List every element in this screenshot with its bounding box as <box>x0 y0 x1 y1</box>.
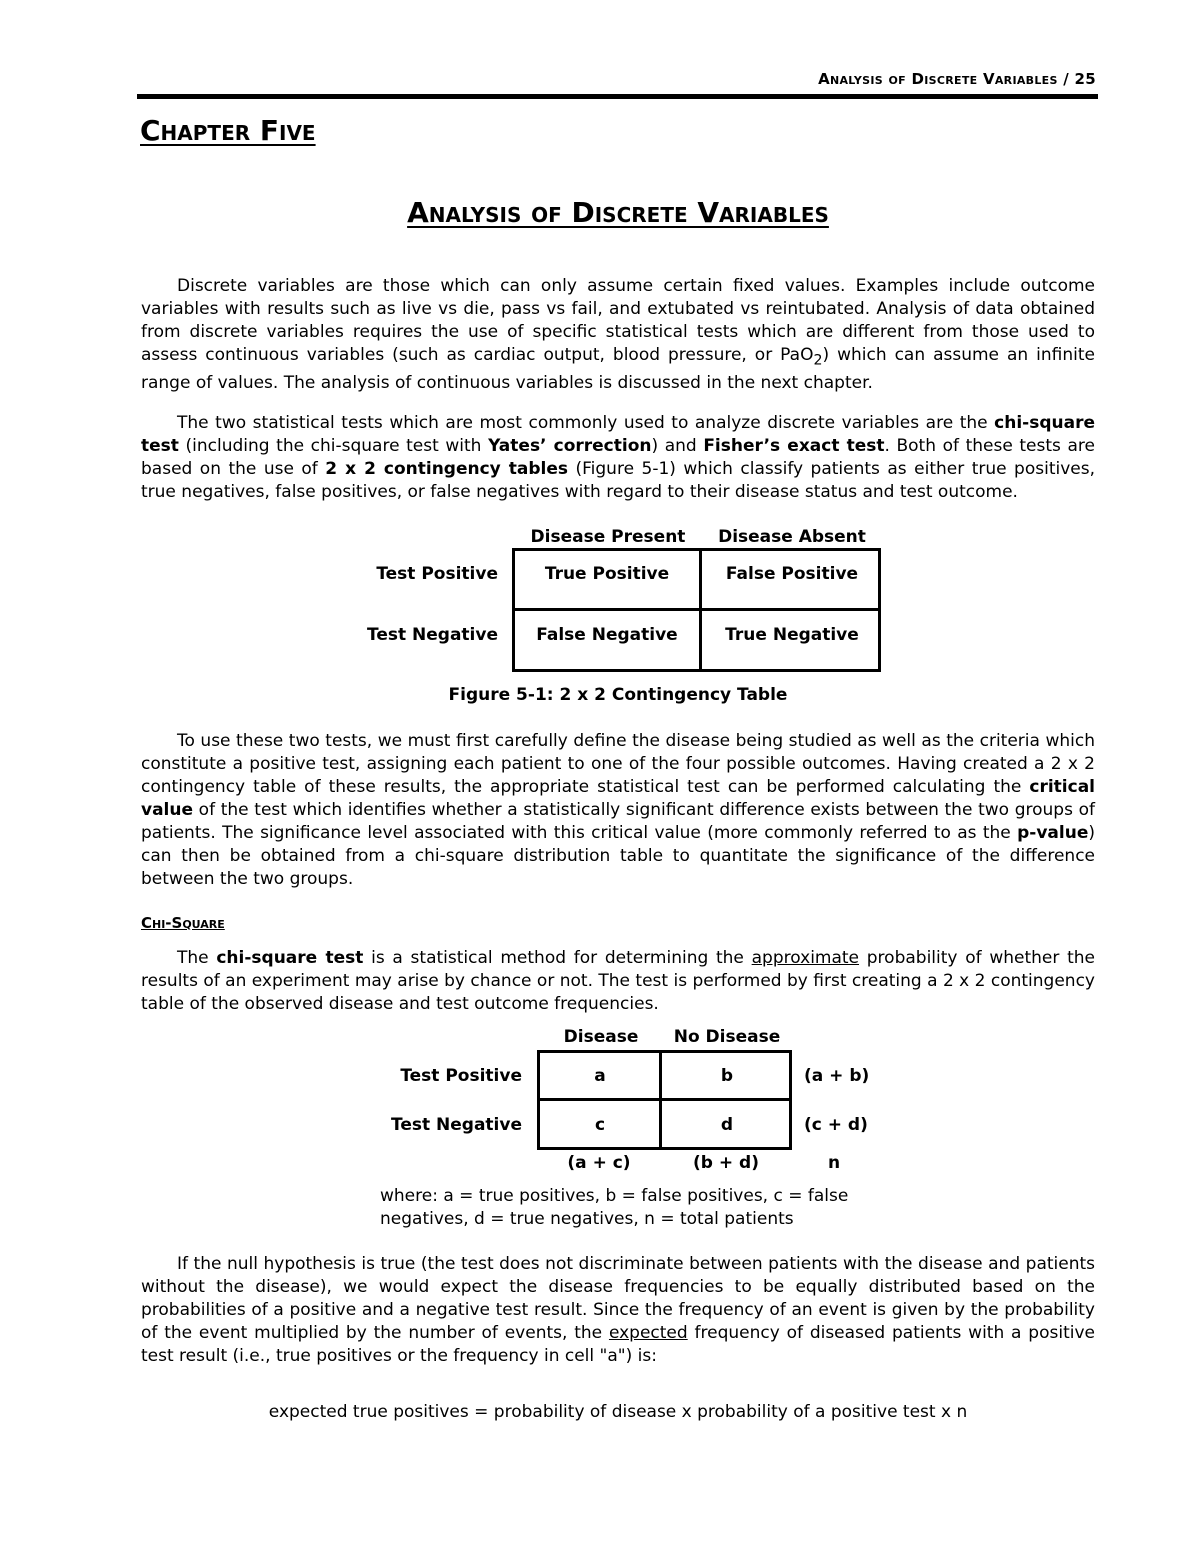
row-header-test-negative: Test Negative <box>367 625 498 645</box>
expected-frequency-formula: expected true positives = probability of disease x probability of a positive test x n <box>268 1402 968 1422</box>
intro-paragraph-2 <box>141 412 1095 504</box>
term-contingency: 2 x 2 contingency tables <box>325 459 569 479</box>
text-run: ) which can assume an infinite range of values. The analysis of continuous variables is discussed in the next chapter. <box>141 345 1095 394</box>
text-run: probability of whether the results of an experiment may arise by chance or not. The test is performed by first creating a 2 x 2 contingency table of the observed disease and test outcome frequencies. <box>141 948 1095 1014</box>
row-total-negative: (c + d) <box>804 1115 868 1135</box>
intro-paragraph-1 <box>141 275 1095 395</box>
text-run: If the null hypothesis is true (the test does not discriminate between patients with the disease and patients without the disease), we would expect the disease frequencies to be equally distributed based on the probabilities of a positive and a negative test result. Since the frequency of an event is given by the probability of the event multiplied by the number of events, the <box>141 1254 1095 1343</box>
column-total-no-disease: (b + d) <box>693 1153 759 1173</box>
text-run: (including the chi-square test with <box>178 436 489 456</box>
column-header-no-disease: No Disease <box>673 1027 781 1047</box>
text-run: is a statistical method for determining the <box>363 948 752 968</box>
usage-paragraph <box>141 730 1095 891</box>
text-run: The <box>177 948 217 968</box>
term-yates: Yates’ correction <box>488 436 652 456</box>
header-rule <box>137 94 1098 99</box>
cell-false-negative: False Negative <box>536 625 678 645</box>
subscript: 2 <box>813 352 823 369</box>
text-run: . Both of these tests are based on the use of <box>141 436 1095 479</box>
cell-false-positive: False Positive <box>725 564 859 584</box>
term-fisher: Fisher’s exact test <box>703 436 885 456</box>
term-critical-value: critical value <box>141 777 1095 820</box>
text-run: frequency of diseased patients with a positive test result (i.e., true positives or the frequency in cell "a") is: <box>141 1323 1095 1366</box>
running-header: Analysis of Discrete Variables / 25 <box>818 70 1096 88</box>
text-run: ) can then be obtained from a chi-square distribution table to quantitate the significance of the difference between the two groups. <box>141 823 1095 889</box>
cell-b: b <box>720 1066 734 1086</box>
term-chi-square-test: chi-square test <box>216 948 364 968</box>
chi-square-paragraph <box>141 947 1095 1016</box>
null-hypothesis-paragraph <box>141 1253 1095 1368</box>
column-header-disease-absent: Disease Absent <box>718 527 866 547</box>
column-header-disease: Disease <box>563 1027 639 1047</box>
cell-true-negative: True Negative <box>725 625 859 645</box>
underlined-expected: expected <box>608 1323 688 1343</box>
text-run: The two statistical tests which are most commonly used to analyze discrete variables are the <box>177 413 995 433</box>
table-legend-note: where: a = true positives, b = false positives, c = false negatives, d = true negatives, n = total patients <box>380 1186 849 1229</box>
row-header-test-positive: Test Positive <box>400 1066 522 1086</box>
chapter-title: Analysis of Discrete Variables <box>407 196 829 229</box>
column-header-disease-present: Disease Present <box>530 527 686 547</box>
row-header-test-negative: Test Negative <box>391 1115 522 1135</box>
cell-c: c <box>594 1115 606 1135</box>
cell-true-positive: True Positive <box>544 564 670 584</box>
term-chi-square: chi-square test <box>141 413 1095 456</box>
text-run: (Figure 5-1) which classify patients as either true positives, true negatives, false positives, or false negatives with regard to their disease status and test outcome. <box>141 459 1096 502</box>
row-total-positive: (a + b) <box>804 1066 870 1086</box>
chapter-label: Chapter Five <box>140 114 316 147</box>
text-run: ) and <box>651 436 704 456</box>
figure-caption: Figure 5-1: 2 x 2 Contingency Table <box>448 685 788 705</box>
table-divider-horizontal <box>512 608 881 611</box>
grand-total: n <box>827 1153 841 1173</box>
cell-a: a <box>594 1066 606 1086</box>
cell-d: d <box>720 1115 734 1135</box>
row-header-test-positive: Test Positive <box>376 564 498 584</box>
text-run: Discrete variables are those which can only assume certain fixed values. Examples include outcome variables with results such as live vs die, pass vs fail, and extubated vs reintubated. Analysis of data obtained from discrete variables requires the use of specific statistical tests which are different from those used to assess continuous variables (such as cardiac output, blood pressure, or PaO <box>141 276 1095 365</box>
text-run: To use these two tests, we must first carefully define the disease being studied as well as the criteria which constitute a positive test, assigning each patient to one of the four possible outcomes. Having created a 2 x 2 contingency table of these results, the appropriate statistical test can be performed calculating the <box>141 731 1095 797</box>
term-p-value: p-value <box>1017 823 1089 843</box>
column-total-disease: (a + c) <box>567 1153 631 1173</box>
underlined-approximate: approximate <box>751 948 860 968</box>
table-divider-horizontal <box>537 1098 792 1101</box>
section-heading-chi-square: Chi-Square <box>141 914 225 932</box>
text-run: of the test which identifies whether a statistically significant difference exists between the two groups of patients. The significance level associated with this critical value (more commonly referred to as the <box>141 800 1095 843</box>
